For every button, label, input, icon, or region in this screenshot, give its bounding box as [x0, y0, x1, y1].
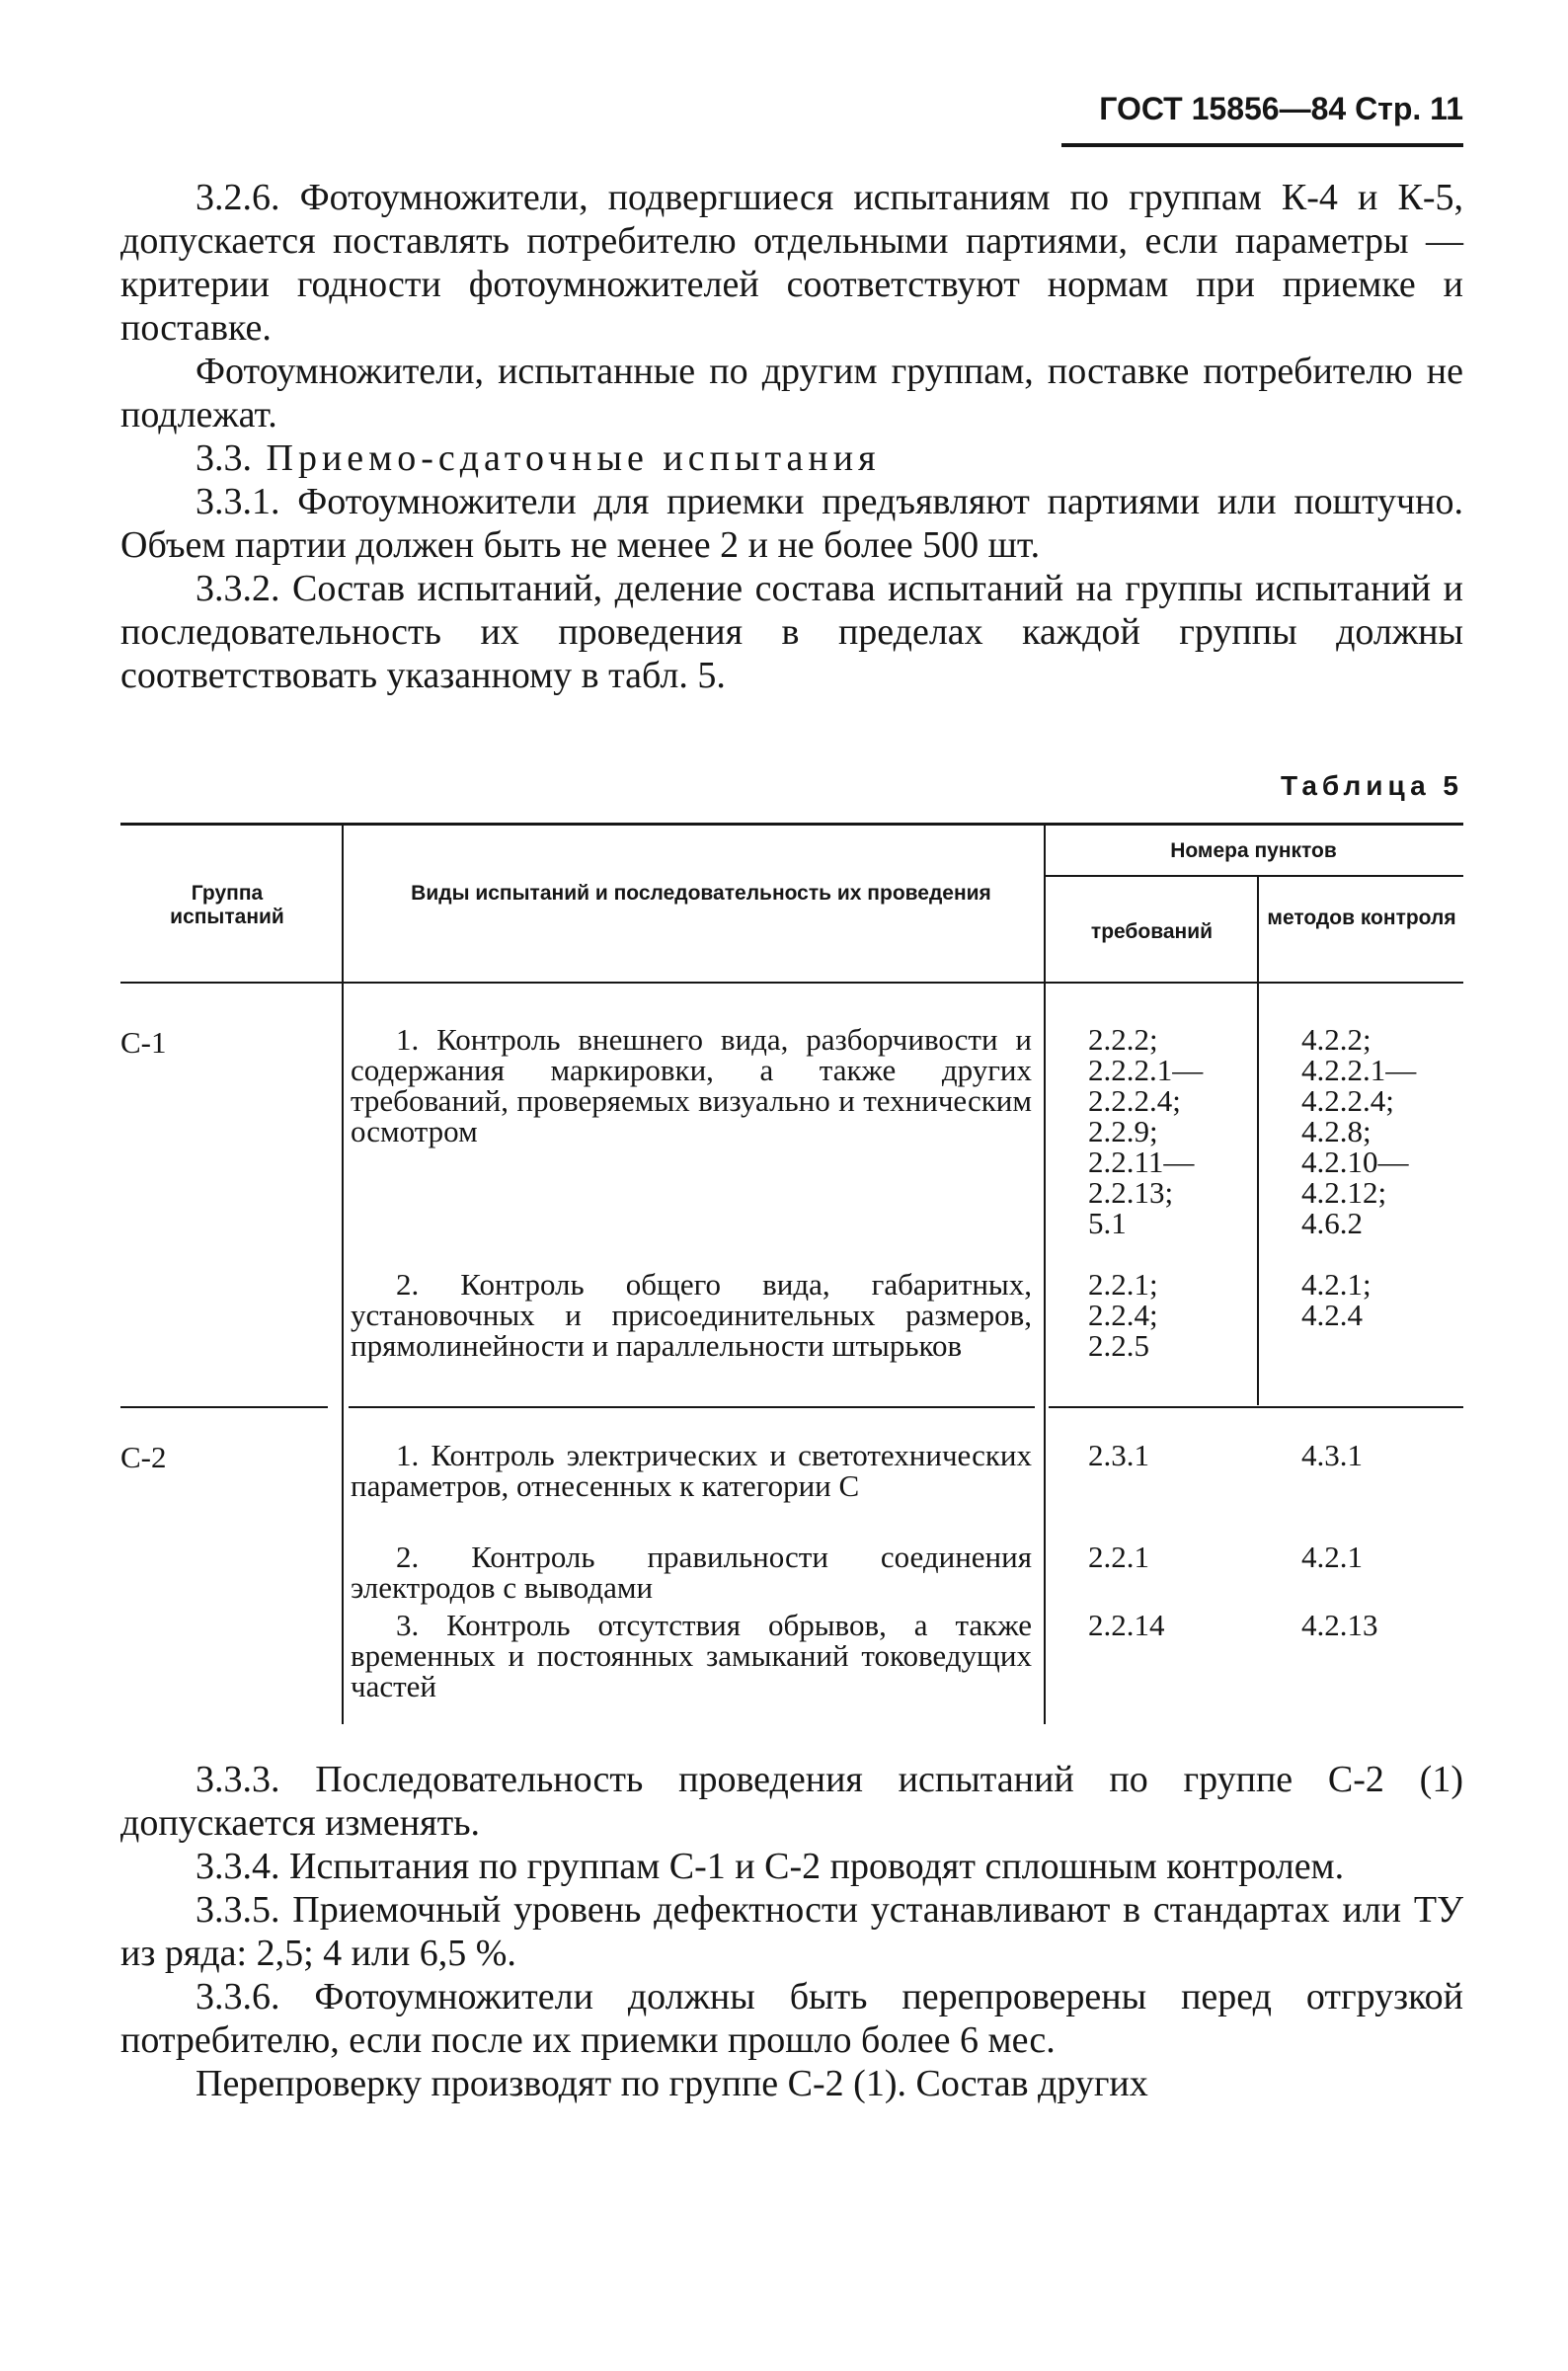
paragraph: Фотоумножители, испытанные по другим группам, поставке потребителю не подлежат.: [120, 351, 1463, 435]
test-item-text: 1. Контроль внешнего вида, разборчивости и содержания маркировки, а также других требований, проверяемых визуально и техническим осмотром: [351, 1022, 1032, 1148]
test-item-text: 1. Контроль электрических и светотехнических параметров, отнесенных к категории С: [351, 1438, 1032, 1503]
methods-codes: 4.2.1; 4.2.4: [1301, 1267, 1372, 1332]
group-name: С-2: [120, 1440, 167, 1474]
running-header: ГОСТ 15856—84 Стр. 11: [1099, 91, 1463, 126]
group-name: С-1: [120, 1025, 167, 1060]
paragraph: 3.3.1. Фотоумножители для приемки предъявляют партиями или поштучно. Объем партии должен быть не менее 2 и не более 500 шт.: [120, 481, 1463, 566]
requirements-codes: 2.2.1; 2.2.4; 2.2.5: [1088, 1267, 1158, 1363]
header-numbers: Номера пунктов: [1170, 839, 1337, 862]
column-rule: [1257, 877, 1259, 1405]
section-number: 3.3.: [196, 437, 252, 479]
paragraph: 3.3.6. Фотоумножители должны быть перепроверены перед отгрузкой потребителю, если после их приемки прошло более 6 мес.: [120, 1976, 1463, 2061]
section-heading: [120, 436, 1463, 480]
table-caption: Таблица 5: [1280, 770, 1463, 801]
requirements-codes: 2.3.1: [1088, 1438, 1149, 1472]
paragraph: 3.3.2. Состав испытаний, деление состава испытаний на группы испытаний и последовательность их проведения в пределах каждой группы должны соответствовать указанному в табл. 5.: [120, 568, 1463, 696]
group-separator-rule: [1049, 1406, 1463, 1408]
header-kinds: Виды испытаний и последовательность их проведения: [411, 882, 991, 905]
paragraph: Перепроверку производят по группе С-2 (1). Состав других: [196, 2063, 1148, 2104]
column-rule: [1044, 826, 1046, 1724]
table-top-rule: [120, 823, 1463, 826]
requirements-codes: 2.2.2; 2.2.2.1— 2.2.2.4; 2.2.9; 2.2.11— 2.2.13; 5.1: [1088, 1022, 1204, 1240]
group-separator-rule: [349, 1406, 1035, 1408]
body-text-top: [120, 176, 1463, 697]
group-separator-rule: [120, 1406, 328, 1408]
requirements-codes: 2.2.1: [1088, 1540, 1149, 1574]
paragraph: 3.2.6. Фотоумножители, подвергшиеся испытаниям по группам К-4 и К-5, допускается поставлять потребителю отдельными партиями, если параметры — критерии годности фотоумножителей соответствуют нормам при приемке и поставке.: [120, 177, 1463, 349]
body-text-bottom: [120, 1758, 1463, 2105]
header-group: Группа испытаний: [170, 882, 284, 928]
paragraph: 3.3.3. Последовательность проведения испытаний по группе С-2 (1) допускается изменять.: [120, 1759, 1463, 1844]
header-bottom-rule: [120, 982, 1463, 984]
test-item-text: 2. Контроль общего вида, габаритных, установочных и присоединительных размеров, прямолинейности и параллельности штырьков: [351, 1267, 1032, 1363]
test-item-text: 2. Контроль правильности соединения электродов с выводами: [351, 1540, 1032, 1605]
header-methods: методов контроля: [1267, 907, 1456, 929]
requirements-codes: 2.2.14: [1088, 1608, 1165, 1642]
methods-codes: 4.2.2; 4.2.2.1— 4.2.2.4; 4.2.8; 4.2.10— 4.2.12; 4.6.2: [1301, 1022, 1417, 1240]
column-rule: [342, 826, 344, 1724]
header-sub-rule: [1044, 875, 1463, 877]
paragraph: 3.3.5. Приемочный уровень дефектности устанавливают в стандартах или ТУ из ряда: 2,5; 4 или 6,5 %.: [120, 1889, 1463, 1974]
methods-codes: 4.3.1: [1301, 1438, 1363, 1472]
paragraph: 3.3.4. Испытания по группам С-1 и С-2 проводят сплошным контролем.: [196, 1846, 1345, 1887]
header-requirements: требований: [1090, 920, 1214, 943]
test-item-text: 3. Контроль отсутствия обрывов, а также временных и постоянных замыканий токоведущих частей: [351, 1608, 1032, 1703]
methods-codes: 4.2.13: [1301, 1608, 1378, 1642]
header-rule: [1061, 143, 1463, 147]
section-title: Приемо-сдаточные испытания: [266, 437, 881, 479]
methods-codes: 4.2.1: [1301, 1540, 1363, 1574]
